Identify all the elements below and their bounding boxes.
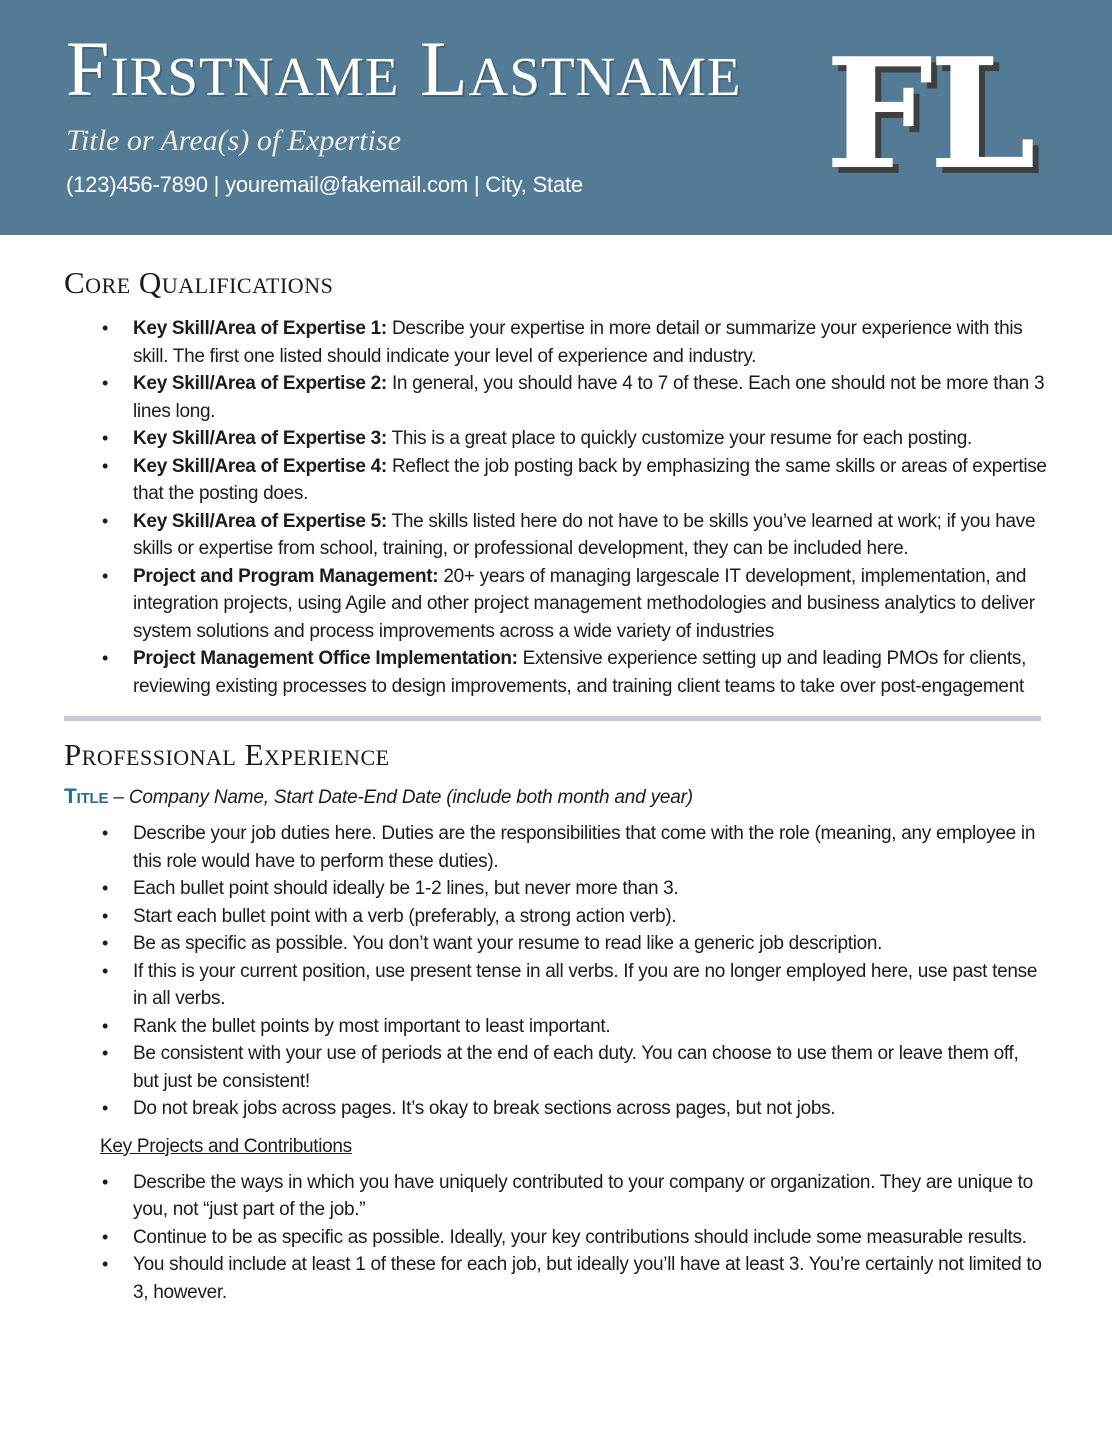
list-item: • Continue to be as specific as possible. Ideally, your key contributions should include some measurable results. (100, 1224, 1048, 1252)
list-item: • Each bullet point should ideally be 1-2 lines, but never more than 3. (100, 875, 1048, 903)
list-item: • Start each bullet point with a verb (preferably, a strong action verb). (100, 903, 1048, 931)
person-title: Title or Area(s) of Expertise (66, 124, 401, 157)
job-duties-list (100, 820, 1048, 1123)
job-title-detail: – Company Name, Start Date-End Date (include both month and year) (113, 787, 693, 808)
list-item: • Describe the ways in which you have uniquely contributed to your company or organization. They are unique to you, not “just part of the job.” (100, 1169, 1048, 1224)
key-projects-list (100, 1169, 1048, 1307)
bullet-lead: Key Skill/Area of Expertise 5: (133, 510, 387, 532)
core-qualifications-list (100, 315, 1048, 700)
list-item (100, 453, 1048, 508)
list-item (100, 315, 1048, 370)
bullet-text: This is a great place to quickly customize your resume for each posting. (391, 428, 972, 449)
header-band (0, 0, 1112, 235)
list-item (100, 425, 1048, 453)
bullet-text: Reflect the job posting back by emphasizing the same skills or areas of expertise that the posting does. (133, 455, 1047, 504)
bullet-lead: Key Skill/Area of Expertise 4: (133, 455, 387, 477)
section-heading-professional-experience: Professional Experience (64, 737, 390, 772)
bullet-text: Extensive experience setting up and leading PMOs for clients, reviewing existing processes to design improvements, and training client teams to take over post-engagement (133, 648, 1027, 697)
list-item: • Do not break jobs across pages. It’s okay to break sections across pages, but not jobs. (100, 1095, 1048, 1123)
list-item (100, 563, 1048, 646)
bullet-lead: Key Skill/Area of Expertise 1: (133, 318, 387, 339)
list-item (100, 370, 1048, 425)
section-heading-core-qualifications: Core Qualifications (64, 265, 334, 300)
section-divider (64, 716, 1041, 721)
monogram-initials: FL (825, 24, 1032, 203)
bullet-lead: Project Management Office Implementation: (133, 648, 518, 669)
list-item: • Be consistent with your use of periods at the end of each duty. You can choose to use them or leave them off, but just be consistent! (100, 1040, 1048, 1095)
bullet-text: In general, you should have 4 to 7 of these. Each one should not be more than 3 lines long. (133, 373, 1045, 422)
job-title-line (64, 783, 1048, 812)
list-item: • Rank the bullet points by most important to least important. (100, 1013, 1048, 1041)
list-item: • Be as specific as possible. You don’t want your resume to read like a generic job description. (100, 930, 1048, 958)
bullet-text: 20+ years of managing largescale IT development, implementation, and integration projects, using Agile and other project management methodologies and business analytics to deliver system solutions and process improvements across a wide variety of industries (133, 565, 1035, 642)
contact-info: (123)456-7890 | youremail@fakemail.com | City, State (66, 172, 583, 197)
document-body (0, 265, 1112, 1306)
bullet-lead: Project and Program Management: (133, 565, 439, 587)
list-item: • Describe your job duties here. Duties are the responsibilities that come with the role (meaning, any employee in this role would have to perform these duties). (100, 820, 1048, 875)
list-item (100, 508, 1048, 563)
bullet-text: The skills listed here do not have to be skills you’ve learned at work; if you have skills or expertise from school, training, or professional development, they can be included here. (133, 510, 1036, 559)
list-item (100, 645, 1048, 700)
list-item: • If this is your current position, use present tense in all verbs. If you are no longer employed here, use past tense in all verbs. (100, 958, 1048, 1013)
person-name: Firstname Lastname (66, 25, 742, 112)
bullet-lead: Key Skill/Area of Expertise 3: (133, 428, 387, 449)
list-item: • You should include at least 1 of these for each job, but ideally you’ll have at least 3. You’re certainly not limited to 3, however. (100, 1251, 1048, 1306)
key-projects-subheading: Key Projects and Contributions (100, 1135, 352, 1157)
job-title-label: Title (64, 785, 109, 808)
bullet-text: Describe your expertise in more detail or summarize your experience with this skill. The first one listed should indicate your level of experience and industry. (133, 318, 1023, 367)
bullet-lead: Key Skill/Area of Expertise 2: (133, 373, 387, 394)
